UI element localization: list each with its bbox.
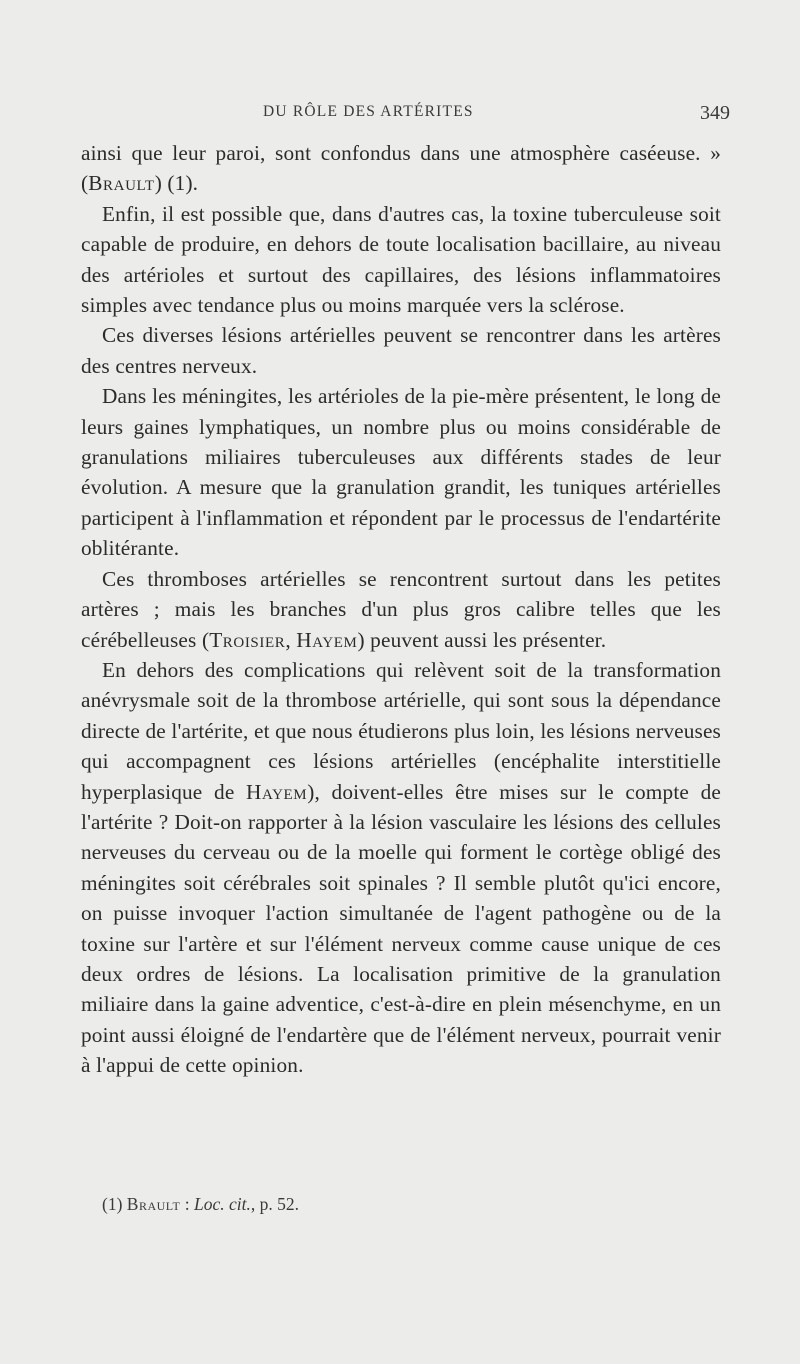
paragraph-1-text-b: ) (1). [154, 171, 199, 196]
author-separator: , [285, 627, 297, 652]
footnote-author: Brault [126, 1194, 181, 1214]
paragraph-5-text-a: Ces thromboses artérielles se rencontrent surtout dans les petites artères ; mais les branches d'un plus gros calibre telles que les cérébelleuses ( [81, 566, 721, 652]
paragraph-6 [81, 655, 721, 1081]
footnote-separator: : [180, 1194, 194, 1214]
paragraph-6-text-b: ), doivent-elles être mises sur le compte de l'artérite ? Doit-on rapporter à la lésion vasculaire les lésions des cellules nerveuses du cerveau ou de la moelle qui forment le cortège obligé des méningites soit cérébrales soit spinales ? Il semble plutôt qu'ici encore, on puisse invoquer l'action simultanée de l'agent pathogène ou de la toxine sur l'artère et sur l'élément nerveux comme cause unique de ces deux ordres de lésions. La localisation primitive de la granulation miliaire dans la gaine adventice, c'est-à-dire en plein mésenchyme, en un point aussi éloigné de l'endartère que de l'élément nerveux, pourrait venir à l'appui de cette opinion. [81, 779, 721, 1078]
author-citation: Brault [88, 171, 155, 196]
running-head [0, 103, 800, 127]
paragraph-2: Enfin, il est possible que, dans d'autres cas, la toxine tuberculeuse soit capable de produire, en dehors de toute localisation bacillaire, au niveau des artérioles et surtout des capillaires, des lésions inflammatoires simples avec tendance plus ou moins marquée vers la sclérose. [81, 201, 721, 318]
paragraph-4: Dans les méningites, les artérioles de la pie-mère présentent, le long de leurs gaines lymphatiques, un nombre plus ou moins considérable de granulations miliaires tuberculeuses aux différents stades de leur évolution. A mesure que la granulation grandit, les tuniques artérielles participent à l'inflammation et répondent par le processus de l'endartérite oblitérante. [81, 384, 721, 561]
paragraph-6-text-a: En dehors des complications qui relèvent soit de la transformation anévrysmale soit de la thrombose artérielle, qui sont sous la dépendance directe de l'artérite, et que nous étudierons plus loin, les lésions nerveuses qui accompagnent ces lésions artérielles (encéphalite interstitielle hyperplasique de [81, 657, 721, 804]
footnote [102, 1194, 299, 1215]
paragraph-1-text-a: ainsi que leur paroi, sont confondus dans une atmosphère caséeuse. » ( [81, 141, 721, 196]
paragraph-5-text-b: ) peuvent aussi les présenter. [357, 627, 607, 652]
running-title: DU RÔLE DES ARTÉRITES [263, 103, 474, 120]
body-text [81, 138, 721, 1081]
paragraph-5 [81, 564, 721, 655]
footnote-marker: (1) [102, 1194, 127, 1214]
author-citation: Hayem [246, 779, 308, 804]
paragraph-3: Ces diverses lésions artérielles peuvent se rencontrer dans les artères des centres nerveux. [81, 323, 721, 378]
footnote-loc: Loc. cit. [193, 1194, 251, 1214]
paragraph-1 [81, 138, 721, 199]
page-number: 349 [700, 102, 730, 124]
author-citation: Hayem [296, 627, 358, 652]
author-citation: Troisier [209, 627, 286, 652]
footnote-page: , p. 52. [250, 1194, 299, 1214]
